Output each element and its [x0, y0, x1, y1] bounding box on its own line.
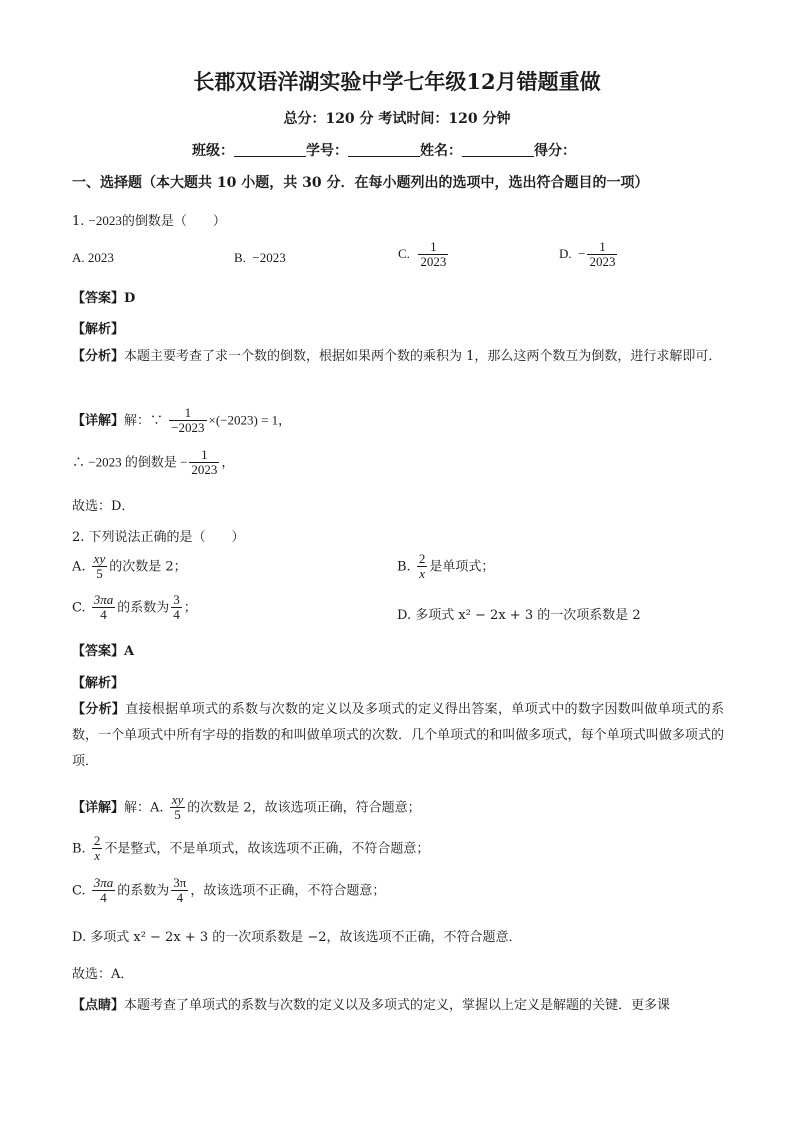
q2-detail-b-numerator: 2 — [93, 833, 101, 848]
question-1 — [72, 210, 226, 229]
q1-therefore-pre: ∴ −2023 的倒数是 − — [72, 454, 188, 470]
q2-number: 2. — [72, 530, 85, 545]
q1-therefore-numerator: 1 — [201, 447, 208, 462]
q1-option-d-sign: − — [578, 245, 586, 261]
q2-detail-d: D. 多项式 x² − 2x + 3 的一次项系数是 −2，故该选项不正确，不符合题意． — [72, 930, 522, 945]
q1-option-d — [559, 240, 619, 270]
q2-option-d: D. 多项式 x² − 2x + 3 的一次项系数是 2 — [397, 608, 641, 623]
q2-detail-tag: 【详解】 — [72, 800, 125, 816]
q1-choose: 故选：D． — [72, 499, 135, 514]
q2-c-numerator: 3πa — [93, 592, 114, 607]
q2-option-a-text: 的次数是 2； — [109, 559, 187, 575]
q2-detail-a-denominator: 5 — [170, 807, 186, 822]
q2-comment-text: 本题考查了单项式的系数与次数的定义以及多项式的定义，掌握以上定义是解题的关键．更多课 — [124, 998, 671, 1013]
q2-option-c — [72, 593, 197, 623]
q2-detail-b — [72, 834, 429, 864]
id-label: 学号： — [306, 143, 348, 159]
q2-comment — [72, 994, 724, 1013]
q1-detail-tag: 【详解】 — [72, 413, 125, 429]
q1-option-b — [234, 250, 286, 266]
q2-text: 下列说法正确的是（ ） — [88, 530, 245, 545]
q2-detail-b-label: B. — [72, 841, 86, 857]
q2-analysis — [72, 697, 724, 775]
q1-detail-pre: 解：∵ — [124, 413, 164, 429]
q2-option-b-text: 是单项式； — [429, 559, 495, 575]
name-label: 姓名： — [420, 143, 462, 159]
q2-analysis-tag: 【分析】 — [72, 702, 126, 717]
q2-a-numerator: xy — [93, 551, 106, 566]
exam-info: 总分：120 分 考试时间：120 分钟 — [283, 111, 511, 127]
q2-detail-c-post: ，故该选项不正确，不符合题意； — [190, 883, 386, 899]
section-heading: 一、选择题（本大题共 10 小题，共 30 分．在每小题列出的选项中，选出符合题目的一项） — [72, 175, 649, 191]
score-label: 得分： — [534, 143, 576, 159]
q2-option-c-end: ； — [183, 600, 197, 616]
q2-c-coef-denominator: 4 — [173, 607, 180, 623]
q1-detail-numerator: 1 — [184, 405, 192, 420]
q2-option-c-mid: 的系数为 — [117, 600, 170, 616]
q1-expr: −2023 — [88, 213, 122, 228]
q2-detail-c-coef-numerator: 3π — [173, 875, 187, 890]
q1-detail-mid: ×(−2023) = 1， — [208, 412, 292, 428]
q1-c-numerator: 1 — [430, 239, 437, 254]
question-2 — [72, 526, 245, 545]
q2-option-a — [72, 552, 187, 582]
q2-detail-a-numerator: xy — [171, 792, 184, 807]
q1-answer: 【答案】D — [72, 291, 136, 306]
q1-d-numerator: 1 — [599, 239, 606, 254]
q1-text: 的倒数是（ ） — [121, 214, 226, 229]
q2-analysis-text: 直接根据单项式的系数与次数的定义以及多项式的定义得出答案，单项式中的数字因数叫做单项式的系数，一个单项式中所有字母的指数的和叫做单项式的次数．几个单项式的和叫做多项式，每个单项式叫做多项式的项． — [72, 702, 724, 769]
q1-therefore-denominator: 2023 — [191, 462, 218, 478]
page-title: 长郡双语洋湖实验中学七年级12月错题重做 — [193, 69, 601, 94]
q2-a-denominator: 5 — [92, 566, 108, 581]
q1-option-d-label: D. — [559, 245, 572, 261]
q2-detail-a-pre: 解：A. — [124, 800, 164, 816]
q2-jiexi: 【解析】 — [72, 676, 125, 691]
q1-option-c-label: C. — [398, 245, 410, 261]
q2-detail-c — [72, 876, 385, 906]
q1-therefore — [72, 448, 234, 478]
q2-detail-b-denominator: x — [92, 848, 103, 863]
q1-detail-denominator: −2023 — [171, 420, 205, 436]
q2-detail-b-post: 不是整式，不是单项式，故该选项不正确，不符合题意； — [104, 841, 430, 857]
q2-choose: 故选：A． — [72, 967, 134, 982]
q1-option-b-label: B. — [234, 250, 246, 265]
q2-option-a-label: A. — [72, 559, 86, 575]
q2-detail-a-post: 的次数是 2，故该选项正确，符合题意； — [187, 800, 421, 816]
q2-answer: 【答案】A — [72, 644, 135, 659]
q2-detail-c-mid: 的系数为 — [117, 883, 170, 899]
q1-option-c — [398, 240, 450, 270]
q1-analysis-text: 本题主要考查了求一个数的倒数，根据如果两个数的乘积为 1，那么这两个数互为倒数，进行求解即可． — [124, 349, 722, 364]
q1-therefore-post: ， — [221, 455, 235, 471]
q2-comment-tag: 【点睛】 — [72, 998, 125, 1013]
q2-b-denominator: x — [417, 566, 428, 581]
q2-option-b-label: B. — [397, 559, 411, 575]
q2-option-c-label: C. — [72, 600, 86, 616]
q2-detail-a — [72, 793, 421, 823]
q1-analysis-tag: 【分析】 — [72, 349, 125, 364]
q2-c-coef-numerator: 3 — [173, 592, 180, 607]
q1-option-a: A. 2023 — [72, 250, 114, 265]
class-label: 班级： — [192, 143, 234, 159]
q1-option-b-value: −2023 — [252, 250, 286, 265]
q2-detail-c-label: C. — [72, 883, 86, 899]
q2-c-denominator: 4 — [92, 607, 116, 622]
q1-jiexi: 【解析】 — [72, 322, 125, 337]
class-blank[interactable] — [234, 142, 306, 157]
q2-option-b — [397, 552, 494, 582]
q1-detail — [72, 406, 291, 436]
q1-number: 1. — [72, 214, 85, 229]
id-blank[interactable] — [348, 142, 420, 157]
q2-detail-c-coef-denominator: 4 — [171, 890, 188, 905]
name-blank[interactable] — [462, 142, 534, 157]
q1-d-denominator: 2023 — [589, 254, 616, 270]
q1-analysis — [72, 344, 724, 370]
q2-b-numerator: 2 — [418, 551, 426, 566]
q1-c-denominator: 2023 — [420, 254, 447, 270]
q2-detail-c-denominator: 4 — [92, 890, 116, 905]
student-fields — [192, 140, 576, 160]
q2-detail-c-numerator: 3πa — [93, 875, 114, 890]
